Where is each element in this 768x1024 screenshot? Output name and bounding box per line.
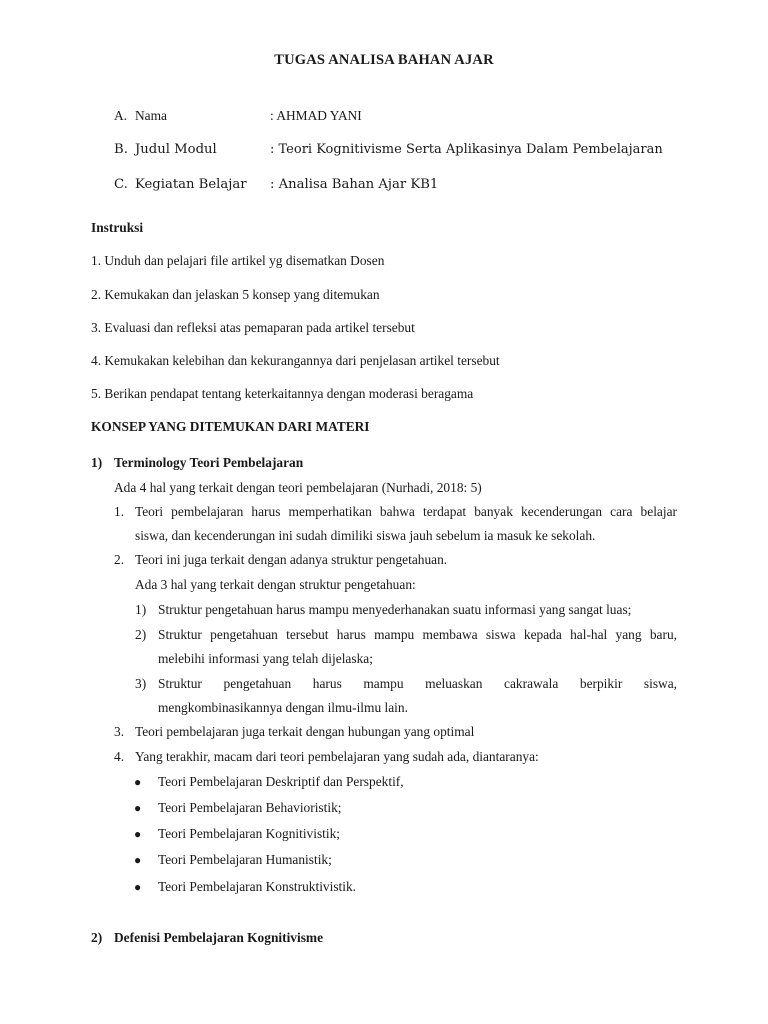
- bullet-item: Teori Pembelajaran Humanistik;: [158, 852, 332, 867]
- sub-number: 2): [135, 627, 147, 642]
- bullet-dot: ●: [134, 775, 142, 789]
- meta-value-kegiatan: : Analisa Bahan Ajar KB1: [270, 177, 439, 192]
- bullet-item: Teori Pembelajaran Kognitivistik;: [158, 826, 341, 841]
- item4-line1: Yang terakhir, macam dari teori pembelajaran yang sudah ada, diantaranya:: [135, 749, 539, 764]
- item3-line1: Teori pembelajaran juga terkait dengan hubungan yang optimal: [135, 724, 475, 739]
- meta-letter-c: C.: [114, 177, 128, 192]
- instruksi-heading: Instruksi: [91, 220, 144, 235]
- bullet-dot: ●: [134, 880, 142, 894]
- instruksi-item: 1. Unduh dan pelajari file artikel yg disematkan Dosen: [91, 253, 385, 268]
- meta-value-nama: : AHMAD YANI: [270, 108, 362, 123]
- sub-line: Struktur pengetahuan harus mampu meluaskan cakrawala berpikir siswa,: [158, 676, 677, 691]
- item2-number: 2.: [114, 552, 125, 567]
- sub-line: melebihi informasi yang telah dijelaska;: [158, 651, 373, 666]
- meta-letter-b: B.: [114, 142, 128, 157]
- instruksi-item: 4. Kemukakan kelebihan dan kekurangannya dari penjelasan artikel tersebut: [91, 353, 500, 368]
- section1-intro: Ada 4 hal yang terkait dengan teori pembelajaran (Nurhadi, 2018: 5): [114, 480, 482, 495]
- document-title: TUGAS ANALISA BAHAN AJAR: [274, 52, 494, 68]
- item1-line2: siswa, dan kecenderungan ini sudah dimiliki siswa jauh sebelum ia masuk ke sekolah.: [135, 528, 596, 543]
- section2-number: 2): [91, 930, 103, 945]
- bullet-dot: ●: [134, 853, 142, 867]
- item4-number: 4.: [114, 749, 125, 764]
- sub-line: Struktur pengetahuan tersebut harus mampu membawa siswa kepada hal-hal yang baru,: [158, 627, 677, 642]
- bullet-dot: ●: [134, 827, 142, 841]
- item2-line2: Ada 3 hal yang terkait dengan struktur pengetahuan:: [135, 577, 416, 592]
- meta-letter-a: A.: [114, 108, 128, 123]
- sub-number: 3): [135, 676, 147, 691]
- section1-heading: Terminology Teori Pembelajaran: [114, 455, 304, 470]
- instruksi-item: 3. Evaluasi dan refleksi atas pemaparan pada artikel tersebut: [91, 320, 415, 335]
- sub-number: 1): [135, 602, 147, 617]
- bullet-item: Teori Pembelajaran Behavioristik;: [158, 800, 342, 815]
- section1-number: 1): [91, 455, 103, 470]
- bullet-dot: ●: [134, 801, 142, 815]
- bullet-item: Teori Pembelajaran Konstruktivistik.: [158, 879, 357, 894]
- item3-number: 3.: [114, 724, 125, 739]
- item1-line1: Teori pembelajaran harus memperhatikan bahwa terdapat banyak kecenderungan cara belajar: [135, 504, 677, 519]
- meta-value-judul: : Teori Kognitivisme Serta Aplikasinya Dalam Pembelajaran: [270, 142, 663, 157]
- meta-label-kegiatan: Kegiatan Belajar: [135, 177, 247, 192]
- section2-heading: Defenisi Pembelajaran Kognitivisme: [114, 930, 324, 945]
- bullet-item: Teori Pembelajaran Deskriptif dan Perspektif,: [158, 774, 404, 789]
- meta-label-judul: Judul Modul: [135, 142, 217, 157]
- sub-line: Struktur pengetahuan harus mampu menyederhanakan suatu informasi yang sangat luas;: [158, 602, 632, 617]
- meta-label-nama: Nama: [135, 108, 167, 123]
- sub-line: mengkombinasikannya dengan ilmu-ilmu lain.: [158, 700, 408, 715]
- item2-line1: Teori ini juga terkait dengan adanya struktur pengetahuan.: [135, 552, 448, 567]
- konsep-heading: KONSEP YANG DITEMUKAN DARI MATERI: [91, 419, 370, 434]
- item1-number: 1.: [114, 504, 125, 519]
- instruksi-item: 5. Berikan pendapat tentang keterkaitannya dengan moderasi beragama: [91, 386, 474, 401]
- instruksi-item: 2. Kemukakan dan jelaskan 5 konsep yang ditemukan: [91, 287, 380, 302]
